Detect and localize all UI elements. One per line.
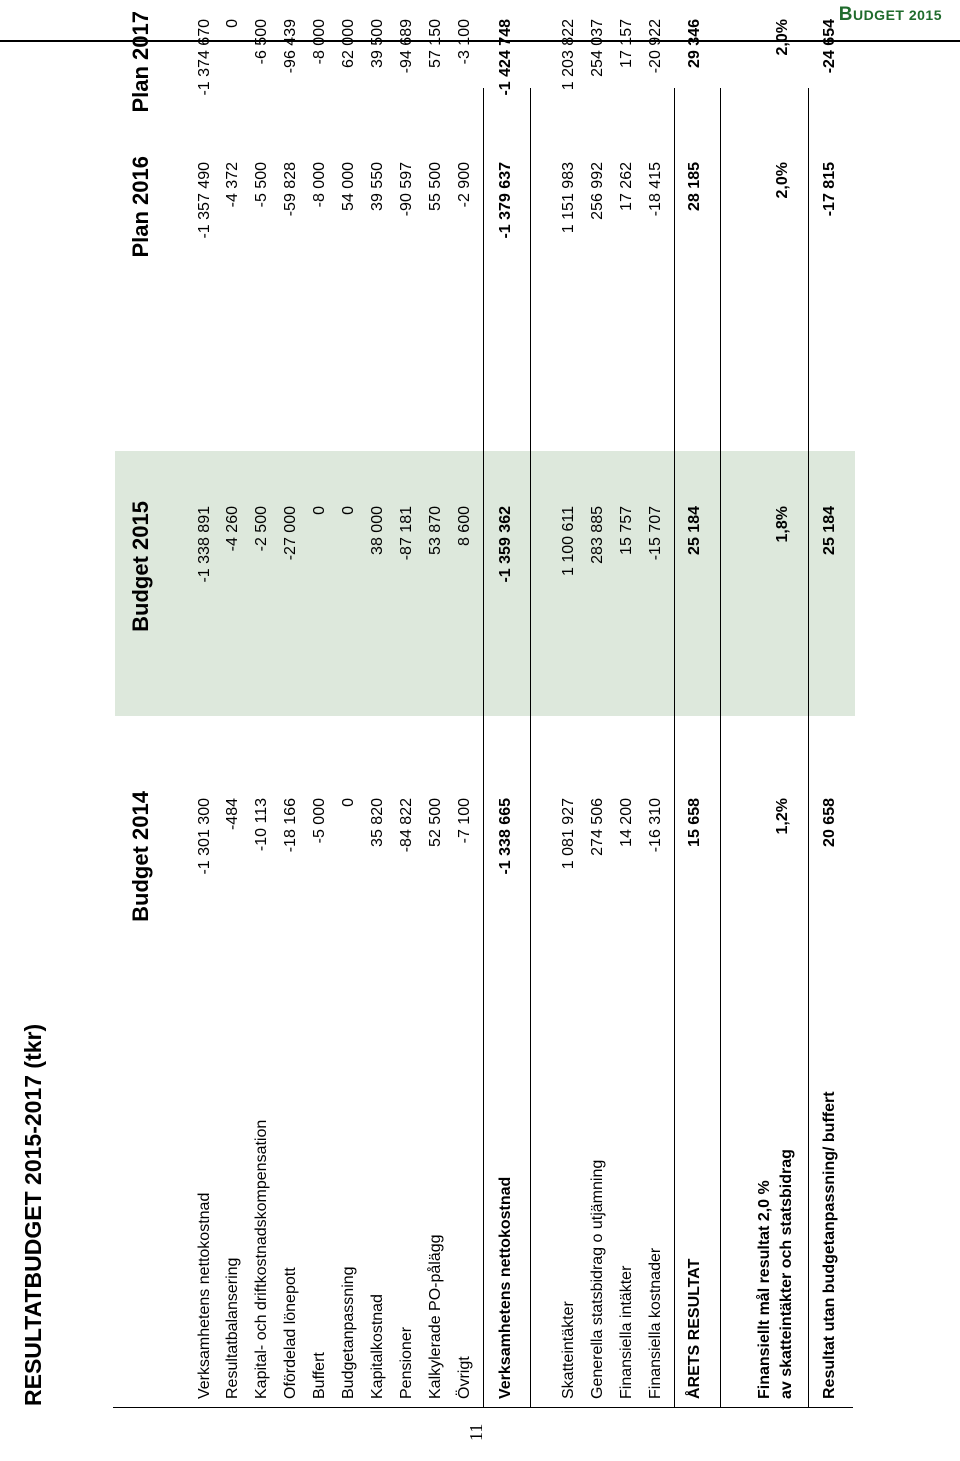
cell-budget-2014: 20 658: [821, 798, 838, 847]
cell-plan-2017: -24 654: [821, 19, 838, 74]
cell-budget-2014: -16 310: [647, 798, 664, 853]
cell-plan-2017: 2,0%: [774, 19, 791, 56]
cell-budget-2015: -1 338 891: [196, 506, 213, 583]
cell-budget-2014: 35 820: [369, 798, 386, 847]
fin-goal-label-line1: Finansiellt mål resultat 2,0 %: [756, 1180, 773, 1399]
cell-plan-2017: 17 157: [618, 19, 635, 68]
cell-budget-2015: 25 184: [821, 506, 838, 555]
row-label: Kapital- och driftkostnadskompensation: [253, 1119, 270, 1399]
cell-plan-2017: 0: [224, 19, 241, 28]
cell-plan-2016: -1 357 490: [196, 162, 213, 239]
cell-plan-2016: -2 900: [456, 162, 473, 208]
cell-budget-2015: 1 100 611: [560, 506, 577, 576]
row-divider: [808, 88, 809, 1408]
net-total-row: [497, 0, 524, 1461]
cell-plan-2017: -1 374 670: [196, 19, 213, 96]
cell-budget-2015: -4 260: [224, 506, 241, 552]
cell-budget-2015: 15 757: [618, 506, 635, 555]
cell-plan-2017: -3 100: [456, 19, 473, 65]
table-row: [253, 0, 280, 1461]
cell-plan-2017: 62 000: [340, 19, 357, 68]
cell-budget-2015: -1 359 362: [497, 506, 514, 583]
cell-plan-2017: -96 439: [282, 19, 299, 74]
row-divider: [530, 88, 531, 1408]
row-label: Resultat utan budgetanpassning/ buffert: [821, 1091, 838, 1399]
cell-plan-2017: 57 150: [427, 19, 444, 68]
table-row: [340, 0, 367, 1461]
table-row: [618, 0, 645, 1461]
cell-budget-2014: 0: [340, 798, 357, 807]
fin-goal-label-line2: av skatteintäkter och statsbidrag: [778, 1149, 795, 1399]
cell-budget-2015: 0: [311, 506, 328, 515]
cell-budget-2015: -27 000: [282, 506, 299, 561]
row-label: Pensioner: [398, 1326, 415, 1399]
row-label: Finansiella kostnader: [647, 1247, 664, 1399]
cell-budget-2014: -1 338 665: [497, 798, 514, 875]
row-label: Budgetanpassning: [340, 1266, 357, 1399]
row-label: Verksamhetens nettokostnad: [196, 1192, 213, 1399]
cell-plan-2016: 55 500: [427, 162, 444, 211]
cell-plan-2017: 1 203 822: [560, 19, 577, 91]
row-label: Kapitalkostnad: [369, 1294, 386, 1399]
cell-budget-2015: -87 181: [398, 506, 415, 561]
cell-plan-2016: 28 185: [686, 162, 703, 211]
cell-budget-2015: 25 184: [686, 506, 703, 555]
cell-plan-2016: -8 000: [311, 162, 328, 208]
cell-plan-2016: 256 992: [589, 162, 606, 220]
table-row: [196, 0, 223, 1461]
cell-budget-2014: 1 081 927: [560, 798, 577, 870]
cell-budget-2014: -10 113: [253, 798, 270, 852]
cell-budget-2014: 274 506: [589, 798, 606, 856]
cell-plan-2017: -94 689: [398, 19, 415, 74]
table-row: [560, 0, 587, 1461]
row-label: Generella statsbidrag o utjämning: [589, 1159, 606, 1399]
cell-plan-2016: 54 000: [340, 162, 357, 211]
cell-budget-2015: -2 500: [253, 506, 270, 552]
row-label: Skatteintäkter: [560, 1301, 577, 1399]
brand-rest: UDGET 2015: [852, 7, 942, 23]
cell-plan-2016: -17 815: [821, 162, 838, 217]
table-row: [369, 0, 396, 1461]
cell-budget-2015: 38 000: [369, 506, 386, 555]
row-label: Kalkylerade PO-pålägg: [427, 1234, 444, 1399]
cell-budget-2015: 8 600: [456, 506, 473, 547]
result-without-adjustment-row: [821, 0, 848, 1461]
cell-budget-2014: 15 658: [686, 798, 703, 847]
cell-plan-2016: -1 379 637: [497, 162, 514, 239]
cell-budget-2014: -18 166: [282, 798, 299, 853]
row-label: Resultatbalansering: [224, 1257, 241, 1399]
table-row: [282, 0, 309, 1461]
cell-plan-2016: 17 262: [618, 162, 635, 211]
cell-budget-2015: 53 870: [427, 506, 444, 555]
cell-plan-2016: 2,0%: [774, 162, 791, 199]
fin-goal-row: [774, 0, 801, 1461]
cell-plan-2016: 39 550: [369, 162, 386, 211]
cell-budget-2014: -7 100: [456, 798, 473, 844]
cell-budget-2014: 14 200: [618, 798, 635, 847]
cell-budget-2014: -1 301 300: [196, 798, 213, 875]
cell-plan-2017: -1 424 748: [497, 19, 514, 96]
cell-plan-2017: 254 037: [589, 19, 606, 77]
row-label: Övrigt: [456, 1356, 473, 1399]
row-divider: [483, 88, 484, 1408]
table-row: [456, 0, 483, 1461]
cell-plan-2016: -18 415: [647, 162, 664, 217]
cell-plan-2017: -8 000: [311, 19, 328, 65]
row-label: Finansiella intäkter: [618, 1265, 635, 1399]
cell-plan-2016: 1 151 983: [560, 162, 577, 234]
cell-budget-2014: 1,2%: [774, 798, 791, 835]
cell-budget-2015: 0: [340, 506, 357, 515]
cell-plan-2016: -5 500: [253, 162, 270, 208]
cell-budget-2015: -15 707: [647, 506, 664, 561]
cell-plan-2017: 39 500: [369, 19, 386, 68]
cell-plan-2016: -4 372: [224, 162, 241, 208]
table-row: [311, 0, 338, 1461]
column-header-plan-2017: Plan 2017: [128, 11, 153, 113]
row-label: Buffert: [311, 1352, 328, 1399]
column-header-budget-2014: Budget 2014: [128, 791, 153, 922]
cell-budget-2014: 52 500: [427, 798, 444, 847]
table-row: [224, 0, 251, 1461]
cell-plan-2017: 29 346: [686, 19, 703, 68]
cell-budget-2014: -84 822: [398, 798, 415, 853]
table-row: [589, 0, 616, 1461]
row-divider: [720, 88, 721, 1408]
row-divider: [674, 88, 675, 1408]
cell-plan-2017: -20 922: [647, 19, 664, 74]
table-row: [647, 0, 674, 1461]
cell-budget-2014: -484: [224, 798, 241, 831]
cell-plan-2017: -6 500: [253, 19, 270, 65]
cell-plan-2016: -90 597: [398, 162, 415, 217]
cell-plan-2016: -59 828: [282, 162, 299, 217]
document-title: RESULTATBUDGET 2015-2017 (tkr): [20, 1023, 46, 1406]
cell-budget-2015: 1,8%: [774, 506, 791, 543]
cell-budget-2014: -5 000: [311, 798, 328, 844]
column-header-budget-2015: Budget 2015: [128, 501, 153, 632]
result-row: [686, 0, 713, 1461]
row-label: Ofördelad lönepott: [282, 1267, 299, 1399]
table-row: [427, 0, 454, 1461]
cell-budget-2015: 283 885: [589, 506, 606, 564]
brand-initial: B: [838, 4, 853, 25]
column-header-plan-2016: Plan 2016: [128, 156, 153, 258]
row-label: ÅRETS RESULTAT: [686, 1258, 703, 1399]
page-number: 11: [466, 1423, 486, 1441]
table-row: [398, 0, 425, 1461]
row-label: Verksamhetens nettokostnad: [497, 1176, 514, 1399]
